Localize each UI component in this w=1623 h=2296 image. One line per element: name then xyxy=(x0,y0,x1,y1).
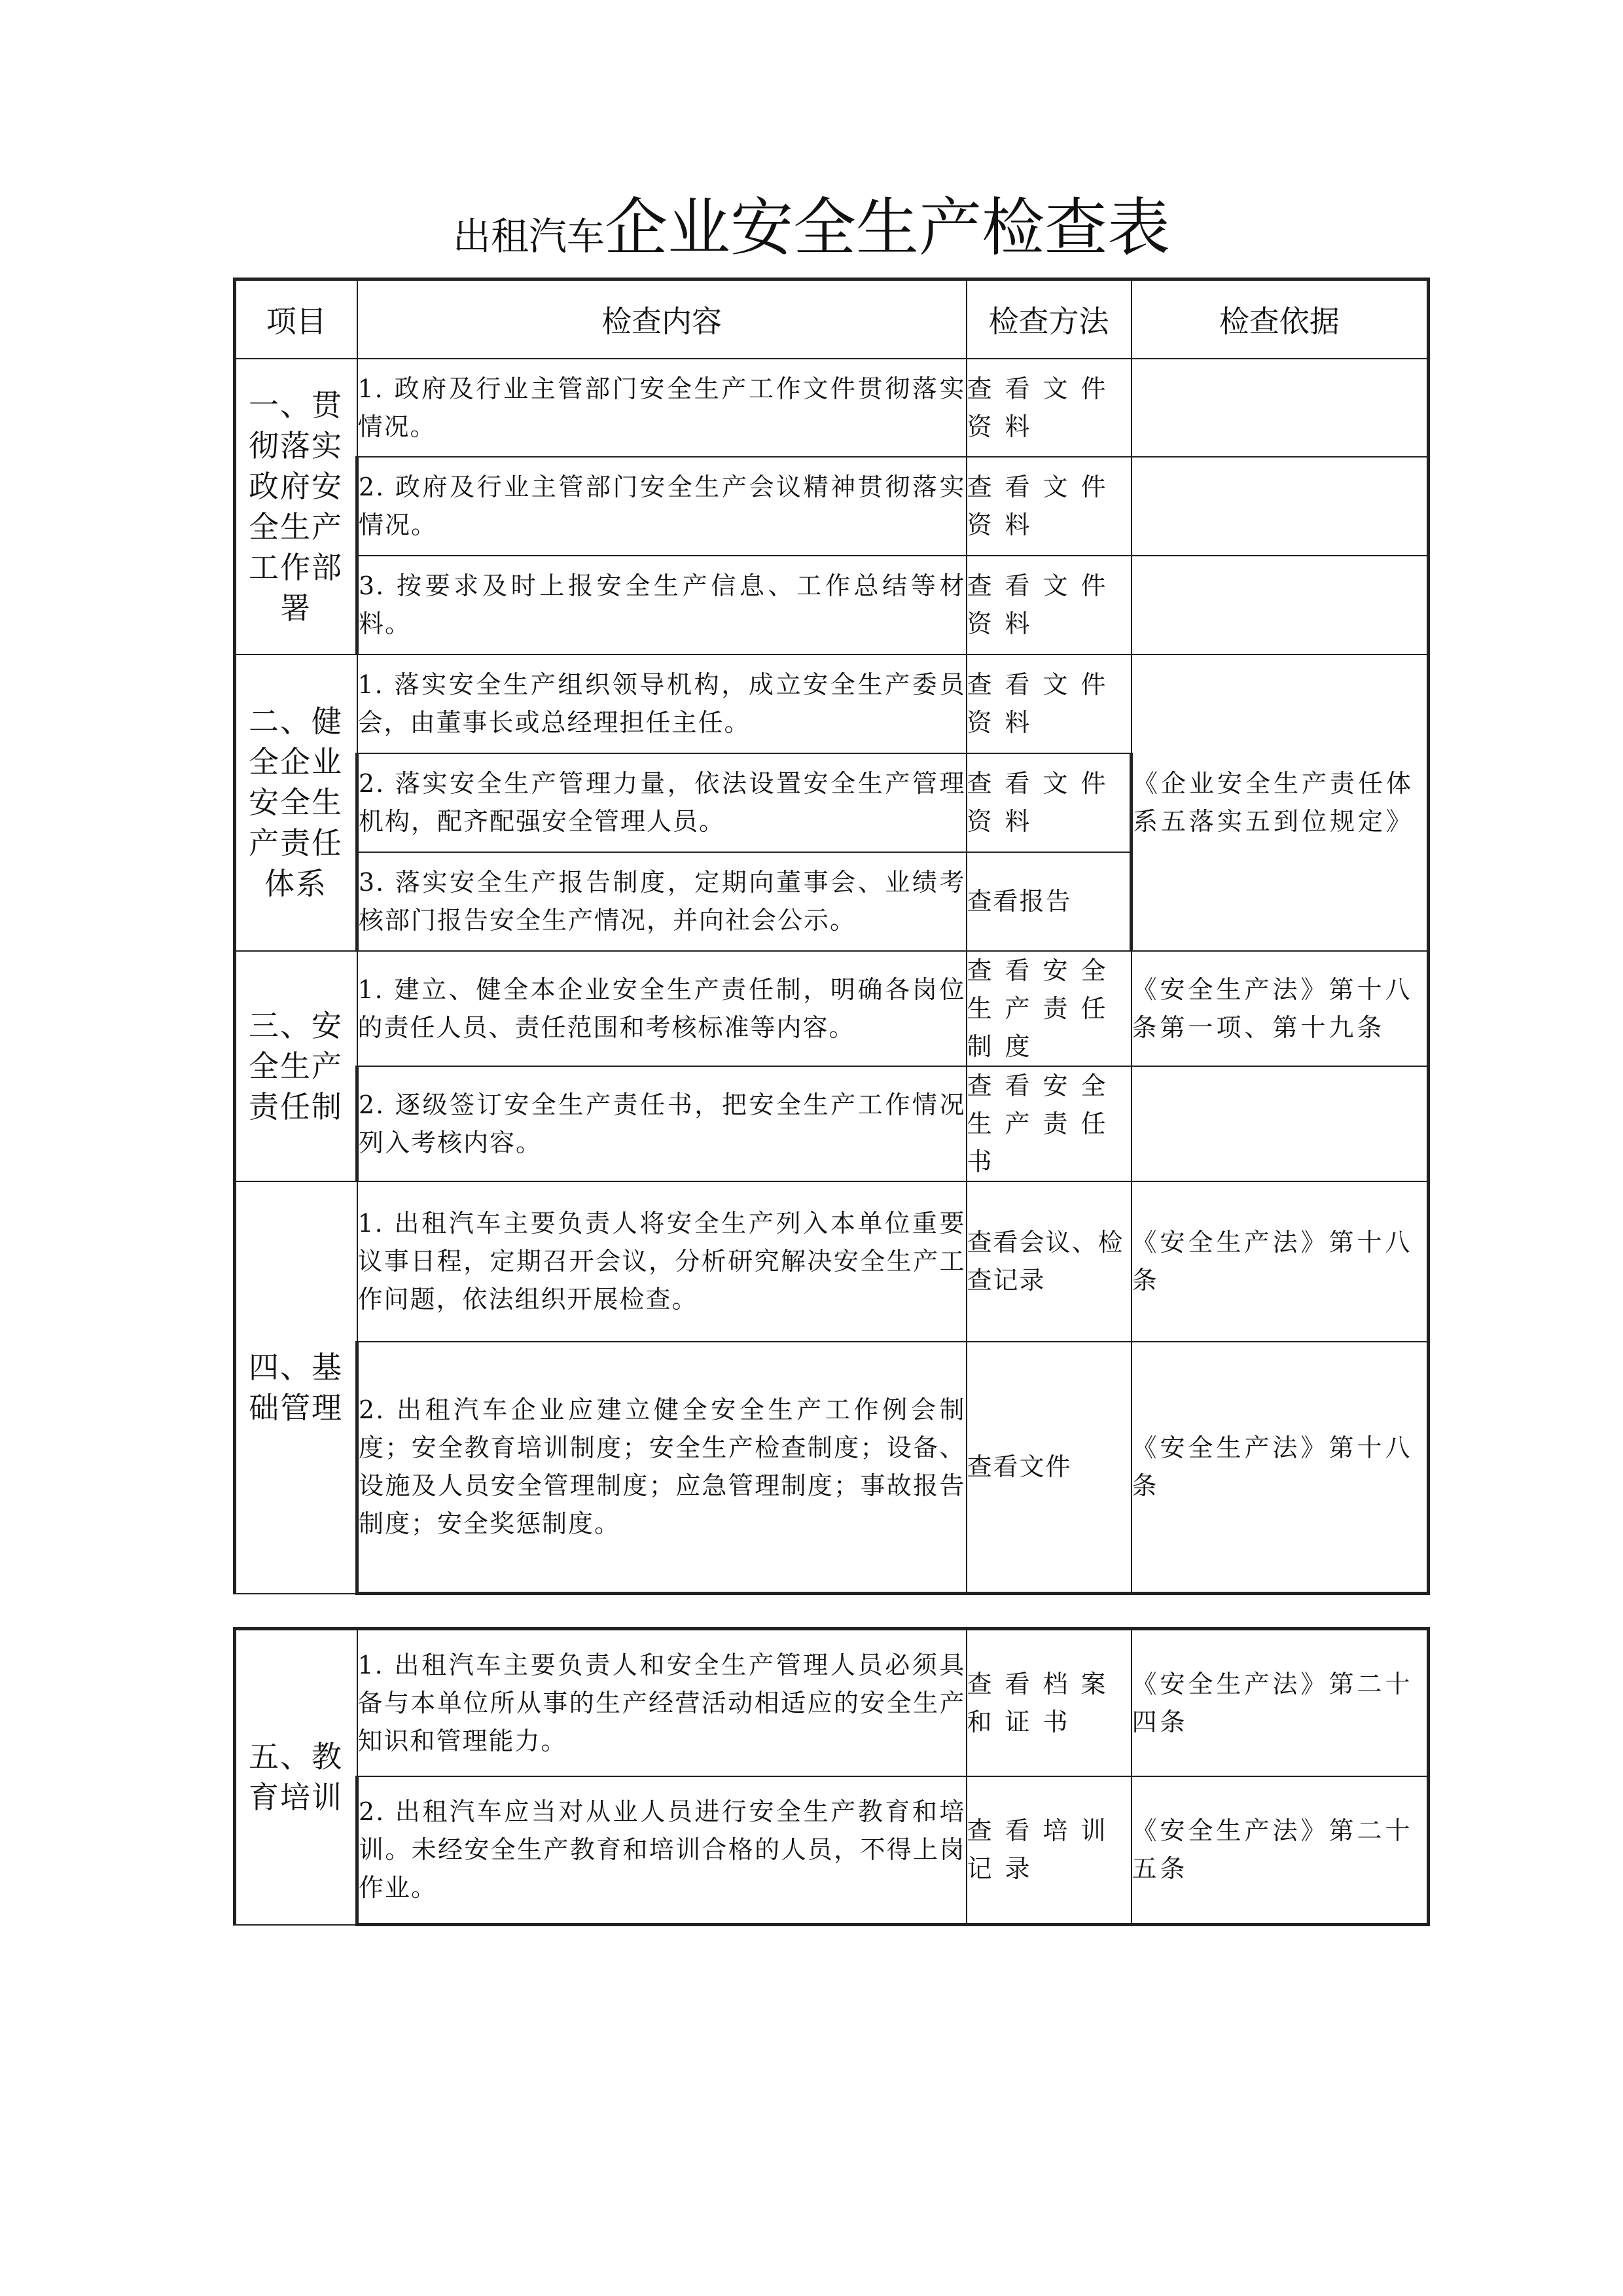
basis-cell: 《安全生产法》第十八条 xyxy=(1132,1181,1429,1342)
table-row xyxy=(235,1342,1429,1594)
title-prefix: 出租汽车 xyxy=(452,214,605,259)
content-cell: 2. 出租汽车应当对从业人员进行安全生产教育和培训。未经安全生产教育和培训合格的人员，不得上岗作业。 xyxy=(357,1776,967,1925)
content-cell: 1. 政府及行业主管部门安全生产工作文件贯彻落实情况。 xyxy=(357,359,967,457)
method-cell: 查看报告 xyxy=(967,852,1132,951)
method-cell: 查看安全生产责任书 xyxy=(967,1066,1132,1181)
method-cell: 查看文件资料 xyxy=(967,556,1132,655)
basis-cell: 《安全生产法》第十八条第一项、第十九条 xyxy=(1132,951,1429,1066)
content-cell: 2. 落实安全生产管理力量，依法设置安全生产管理机构，配齐配强安全管理人员。 xyxy=(357,753,967,852)
method-cell: 查看安全生产责任制度 xyxy=(967,951,1132,1066)
table-row xyxy=(235,1776,1429,1925)
table-row xyxy=(235,655,1429,753)
basis-cell xyxy=(1132,359,1429,457)
content-cell: 1. 出租汽车主要负责人和安全生产管理人员必须具备与本单位所从事的生产经营活动相适应的安全生产知识和管理能力。 xyxy=(357,1629,967,1776)
header-row xyxy=(235,279,1429,359)
method-cell: 查看会议、检查记录 xyxy=(967,1181,1132,1342)
basis-cell xyxy=(1132,556,1429,655)
method-cell: 查看档案和证书 xyxy=(967,1629,1132,1776)
header-content: 检查内容 xyxy=(357,279,967,359)
table-row xyxy=(235,359,1429,457)
content-cell: 3. 落实安全生产报告制度，定期向董事会、业绩考核部门报告安全生产情况，并向社会公示。 xyxy=(357,852,967,951)
content-cell: 1. 落实安全生产组织领导机构，成立安全生产委员会，由董事长或总经理担任主任。 xyxy=(357,655,967,753)
content-cell: 2. 政府及行业主管部门安全生产会议精神贯彻落实情况。 xyxy=(357,457,967,556)
category-cell: 三、安全生产责任制 xyxy=(235,951,357,1181)
table-row xyxy=(235,1629,1429,1776)
category-cell: 二、健全企业安全生产责任体系 xyxy=(235,655,357,951)
method-cell: 查看文件 xyxy=(967,1342,1132,1594)
content-cell: 1. 出租汽车主要负责人将安全生产列入本单位重要议事日程，定期召开会议，分析研究解决安全生产工作问题，依法组织开展检查。 xyxy=(357,1181,967,1342)
basis-cell: 《安全生产法》第二十四条 xyxy=(1132,1629,1429,1776)
header-basis: 检查依据 xyxy=(1132,279,1429,359)
category-cell: 五、教育培训 xyxy=(235,1629,357,1925)
document-title xyxy=(0,191,1623,264)
basis-cell: 《安全生产法》第十八条 xyxy=(1132,1342,1429,1594)
header-item: 项目 xyxy=(235,279,357,359)
content-cell: 2. 逐级签订安全生产责任书，把安全生产工作情况列入考核内容。 xyxy=(357,1066,967,1181)
method-cell: 查看文件资料 xyxy=(967,359,1132,457)
table-row xyxy=(235,1181,1429,1342)
content-cell: 1. 建立、健全本企业安全生产责任制，明确各岗位的责任人员、责任范围和考核标准等内容。 xyxy=(357,951,967,1066)
table-row xyxy=(235,1066,1429,1181)
basis-cell xyxy=(1132,1066,1429,1181)
method-cell: 查看文件资料 xyxy=(967,655,1132,753)
method-cell: 查看文件资料 xyxy=(967,457,1132,556)
category-cell: 一、贯彻落实政府安全生产工作部署 xyxy=(235,359,357,655)
header-method: 检查方法 xyxy=(967,279,1132,359)
basis-cell xyxy=(1132,457,1429,556)
content-cell: 2. 出租汽车企业应建立健全安全生产工作例会制度；安全教育培训制度；安全生产检查制度；设备、设施及人员安全管理制度；应急管理制度；事故报告制度；安全奖惩制度。 xyxy=(357,1342,967,1594)
table-row xyxy=(235,457,1429,556)
content-cell: 3. 按要求及时上报安全生产信息、工作总结等材料。 xyxy=(357,556,967,655)
title-main: 企业安全生产检查表 xyxy=(605,191,1170,264)
table-row xyxy=(235,556,1429,655)
inspection-table-continued xyxy=(233,1627,1430,1926)
method-cell: 查看文件资料 xyxy=(967,753,1132,852)
method-cell: 查看培训记录 xyxy=(967,1776,1132,1925)
table-row xyxy=(235,951,1429,1066)
category-cell: 四、基础管理 xyxy=(235,1181,357,1594)
basis-cell: 《企业安全生产责任体系五落实五到位规定》 xyxy=(1132,655,1429,951)
inspection-table xyxy=(233,278,1430,1595)
basis-cell: 《安全生产法》第二十五条 xyxy=(1132,1776,1429,1925)
